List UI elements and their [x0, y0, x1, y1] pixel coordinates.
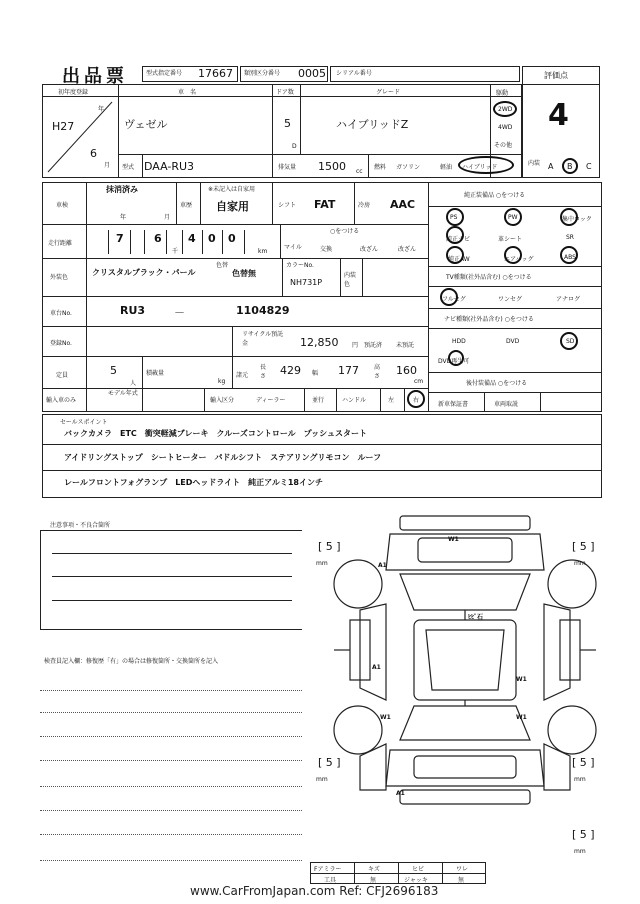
mark-w1-front: W1: [448, 536, 459, 543]
chassis-dash: －: [174, 306, 185, 319]
tread-front-right: [ 5 ]: [572, 540, 595, 553]
load-unit: kg: [218, 378, 226, 385]
grade-value: ハイブリッドZ: [336, 118, 409, 131]
recycle-unit: 円: [352, 342, 359, 349]
model-label: 型式: [122, 164, 135, 171]
sales-line-1: バックカメラ ETC 衝突軽減ブレーキ クルーズコントロール プッシュスタート: [64, 429, 367, 438]
tv-title: TV種類(社外品含む) ○をつける: [446, 274, 532, 281]
opt-ps: PS: [450, 214, 458, 221]
color-no-value: NH731P: [290, 278, 323, 287]
width-label: 幅: [312, 370, 319, 377]
navi-sd: SD: [566, 338, 575, 345]
first-reg-month-suffix: 月: [104, 162, 111, 169]
model-value: DAA-RU3: [144, 160, 195, 173]
category-no: 0005: [298, 67, 326, 80]
interior-b: B: [567, 162, 573, 171]
opt-alloy-circle: [446, 246, 464, 264]
navi-title: ナビ種類(社外品含む) ○をつける: [444, 316, 534, 323]
fuel-hybrid-circle: [458, 156, 514, 174]
mark-w1-side-right: W1: [516, 676, 527, 683]
history-label: 車歴: [180, 202, 193, 209]
legend-c-1: 無: [370, 877, 377, 884]
legend-c-2: ジャッキ: [404, 877, 428, 884]
height-value: 160: [396, 364, 417, 377]
opt-sr: SR: [566, 234, 574, 241]
drive-2wd: 2WD: [498, 106, 513, 113]
tread-unit-rr: mm: [574, 776, 586, 783]
fuel-label: 燃料: [374, 164, 387, 171]
tread-rear-left: [ 5 ]: [318, 756, 341, 769]
navi-dvd-play-circle: [448, 350, 464, 366]
tv-oneseg: ワンセグ: [498, 296, 523, 303]
watermark: www.CarFromJapan.com Ref: CFJ2696183: [186, 884, 442, 898]
shift-label: シフト: [278, 202, 297, 209]
after-manual: 車両取説: [494, 401, 519, 408]
after-warranty: 新車保証書: [438, 401, 469, 408]
import-label: 輸入車のみ: [46, 397, 77, 404]
doors-label: ドア数: [276, 89, 294, 96]
inspection-label: 車検: [56, 202, 69, 209]
category-label: 類別区分番号: [244, 70, 281, 77]
displacement-value: 1500: [318, 160, 346, 173]
first-reg-year: H27: [52, 120, 75, 133]
navi-sd-circle: [560, 332, 578, 350]
shift-value: FAT: [314, 198, 336, 211]
import-dealer: ディーラー: [256, 397, 286, 404]
opt-central-lock: 集中ロック: [562, 216, 592, 223]
mark-w1-rear-left: W1: [380, 714, 391, 721]
interior-a: A: [548, 162, 554, 171]
legend-h-3: ワレ: [456, 866, 469, 873]
sales-line-2: アイドリングストップ シートヒーター パドルシフト ステアリングリモコン ルーフ: [64, 453, 382, 462]
ac-value: AAC: [390, 198, 416, 211]
import-parallel: 並行: [312, 397, 325, 404]
tread-front-left: [ 5 ]: [318, 540, 341, 553]
opt-alloy: 純正AW: [448, 256, 470, 263]
opt-leather: 革シート: [498, 236, 523, 243]
tread-unit-spare: mm: [574, 848, 586, 855]
drive-other: その他: [494, 142, 513, 149]
mileage-digit-1: 7: [116, 232, 124, 245]
legend-c-0: 工具: [324, 877, 337, 884]
score-value: 4: [548, 98, 569, 133]
score-label: 評価点: [544, 71, 568, 80]
capacity-unit: 人: [130, 380, 137, 387]
mileage-digit-5: 0: [228, 232, 236, 245]
after-title: 後付装備品 ○をつける: [466, 380, 528, 387]
inspection-year: 年: [120, 214, 127, 221]
tv-fullseg-circle: [440, 288, 458, 306]
navi-dvd: DVD: [506, 338, 520, 345]
interior-color-label: 内装色: [344, 272, 357, 288]
meter-swap: 交換: [320, 246, 333, 253]
car-name-label: 車 名: [178, 89, 197, 96]
mileage-digit-4: 0: [208, 232, 216, 245]
first-reg-year-suffix: 年: [98, 106, 105, 113]
meter-note: ○をつける: [330, 228, 360, 235]
opt-ps-circle: [446, 208, 464, 226]
history-value: 自家用: [216, 200, 249, 213]
opt-abs-circle: [560, 246, 578, 264]
handle-right-circle: [407, 390, 425, 408]
recycle-status-pending: 未預託: [396, 342, 415, 349]
legend-h-1: キズ: [368, 866, 380, 873]
opt-central-lock-circle: [560, 208, 578, 226]
fuel-diesel: 軽油: [440, 164, 453, 171]
legend-c-3: 無: [458, 877, 465, 884]
dims-label: 諸元: [236, 372, 249, 379]
load-label: 積載量: [146, 370, 165, 377]
serial-label: シリアル番号: [336, 70, 372, 77]
mark-a1-side-left: A1: [372, 664, 381, 671]
length-value: 429: [280, 364, 301, 377]
width-value: 177: [338, 364, 359, 377]
mark-a1-front-left: A1: [378, 562, 387, 569]
car-damage-diagram: [330, 510, 600, 830]
first-reg-month: 6: [90, 147, 97, 160]
inspector-label: 検査員記入欄：修復歴「有」の場合は修復箇所・交換箇所を記入: [44, 658, 219, 665]
grade-label: グレード: [376, 89, 401, 96]
sales-line-3: レールフロントフォグランプ LEDヘッドライト 純正アルミ18インチ: [64, 478, 323, 487]
opt-abs: ABS: [564, 254, 576, 261]
fuel-hybrid: ハイブリッド: [462, 164, 498, 171]
chassis-no: 1104829: [236, 304, 290, 317]
interior-label: 内装: [528, 160, 541, 167]
import-cat-label: 輸入区分: [210, 397, 235, 404]
chassis-label: 車台No.: [50, 310, 72, 317]
reg-label: 登録No.: [50, 340, 72, 347]
navi-hdd: HDD: [452, 338, 466, 345]
tv-fullseg: フルセグ: [442, 296, 466, 303]
color-label: 外装色: [50, 274, 69, 281]
color-value: クリスタルブラック・パール: [92, 268, 196, 277]
color-change-label: 色替: [216, 262, 229, 269]
meter-mile: マイル: [284, 244, 302, 251]
interior-c: C: [586, 162, 592, 171]
opt-airbag-circle: [504, 246, 522, 264]
genuine-title: 純正装備品 ○をつける: [464, 192, 526, 199]
meter-rewound: 改ざん: [360, 246, 379, 253]
length-label: 長さ: [260, 364, 267, 380]
displacement-unit: cc: [356, 168, 363, 175]
model-year-label: モデル年式: [108, 390, 138, 397]
doors-unit: D: [292, 143, 297, 150]
drive-label: 駆動: [496, 90, 509, 97]
interior-b-circle: [562, 158, 578, 174]
caution-box: [40, 530, 302, 630]
dims-unit: cm: [414, 378, 424, 385]
tread-unit-fr: mm: [574, 560, 586, 567]
recycle-value: 12,850: [300, 336, 339, 349]
tread-spare: [ 5 ]: [572, 828, 595, 841]
navi-dvd-play: DVD再生可: [438, 358, 470, 365]
history-note: ※未記入は自家用: [208, 186, 256, 193]
handle-label: ハンドル: [342, 397, 367, 404]
mark-chip-windshield: ﾋﾋﾞ石: [468, 614, 484, 621]
tv-analog: アナログ: [556, 296, 581, 303]
recycle-label: リサイクル預託金: [242, 331, 284, 347]
inspection-value: 抹消済み: [106, 185, 138, 194]
opt-pw-circle: [504, 208, 522, 226]
mileage-label: 走行距離: [48, 240, 73, 247]
first-reg-label: 初年度登録: [58, 89, 89, 96]
opt-pw: PW: [508, 214, 518, 221]
opt-genuine-navi: 純正ナビ: [446, 236, 471, 243]
chassis-prefix: RU3: [120, 304, 146, 317]
sales-label: セールスポイント: [60, 419, 108, 426]
mark-w1-rear-right: W1: [516, 714, 527, 721]
color-no-label: カラーNo.: [286, 262, 314, 269]
displacement-label: 排気量: [278, 164, 297, 171]
mileage-thousand: 千: [172, 248, 179, 255]
recycle-status-deposited: 預託済: [364, 342, 383, 349]
legend-h-2: ヒビ: [412, 866, 425, 873]
opt-airbag: エアバッグ: [504, 256, 534, 263]
legend-h-0: Fアミラー: [314, 866, 342, 873]
capacity-label: 定員: [56, 372, 69, 379]
fuel-gasoline: ガソリン: [396, 164, 421, 171]
opt-genuine-navi-circle: [446, 226, 464, 244]
inspection-month: 月: [164, 214, 171, 221]
mileage-digit-2: 6: [154, 232, 162, 245]
sheet-title: 出品票: [62, 66, 128, 87]
mileage-digit-3: 4: [188, 232, 196, 245]
height-label: 高さ: [374, 364, 381, 380]
mileage-unit: km: [258, 248, 268, 255]
mark-a1-rear: A1: [396, 790, 405, 797]
doors-value: 5: [284, 117, 291, 130]
type-cert-no: 17667: [198, 67, 233, 80]
type-cert-label: 型式指定番号: [146, 70, 183, 77]
capacity-value: 5: [110, 364, 117, 377]
color-change-value: 色替無: [232, 269, 256, 278]
ac-label: 冷房: [358, 202, 371, 209]
caution-label: 注意事項・不良合箇所: [50, 522, 111, 529]
handle-left: 左: [388, 397, 395, 404]
tread-unit-rl: mm: [316, 776, 328, 783]
meter-unknown: 改ざん: [398, 246, 417, 253]
tread-unit-fl: mm: [316, 560, 328, 567]
car-name: ヴェゼル: [124, 118, 168, 131]
tread-rear-right: [ 5 ]: [572, 756, 595, 769]
handle-right: 右: [413, 397, 420, 404]
drive-4wd: 4WD: [498, 124, 513, 131]
drive-2wd-circle: [493, 101, 517, 117]
